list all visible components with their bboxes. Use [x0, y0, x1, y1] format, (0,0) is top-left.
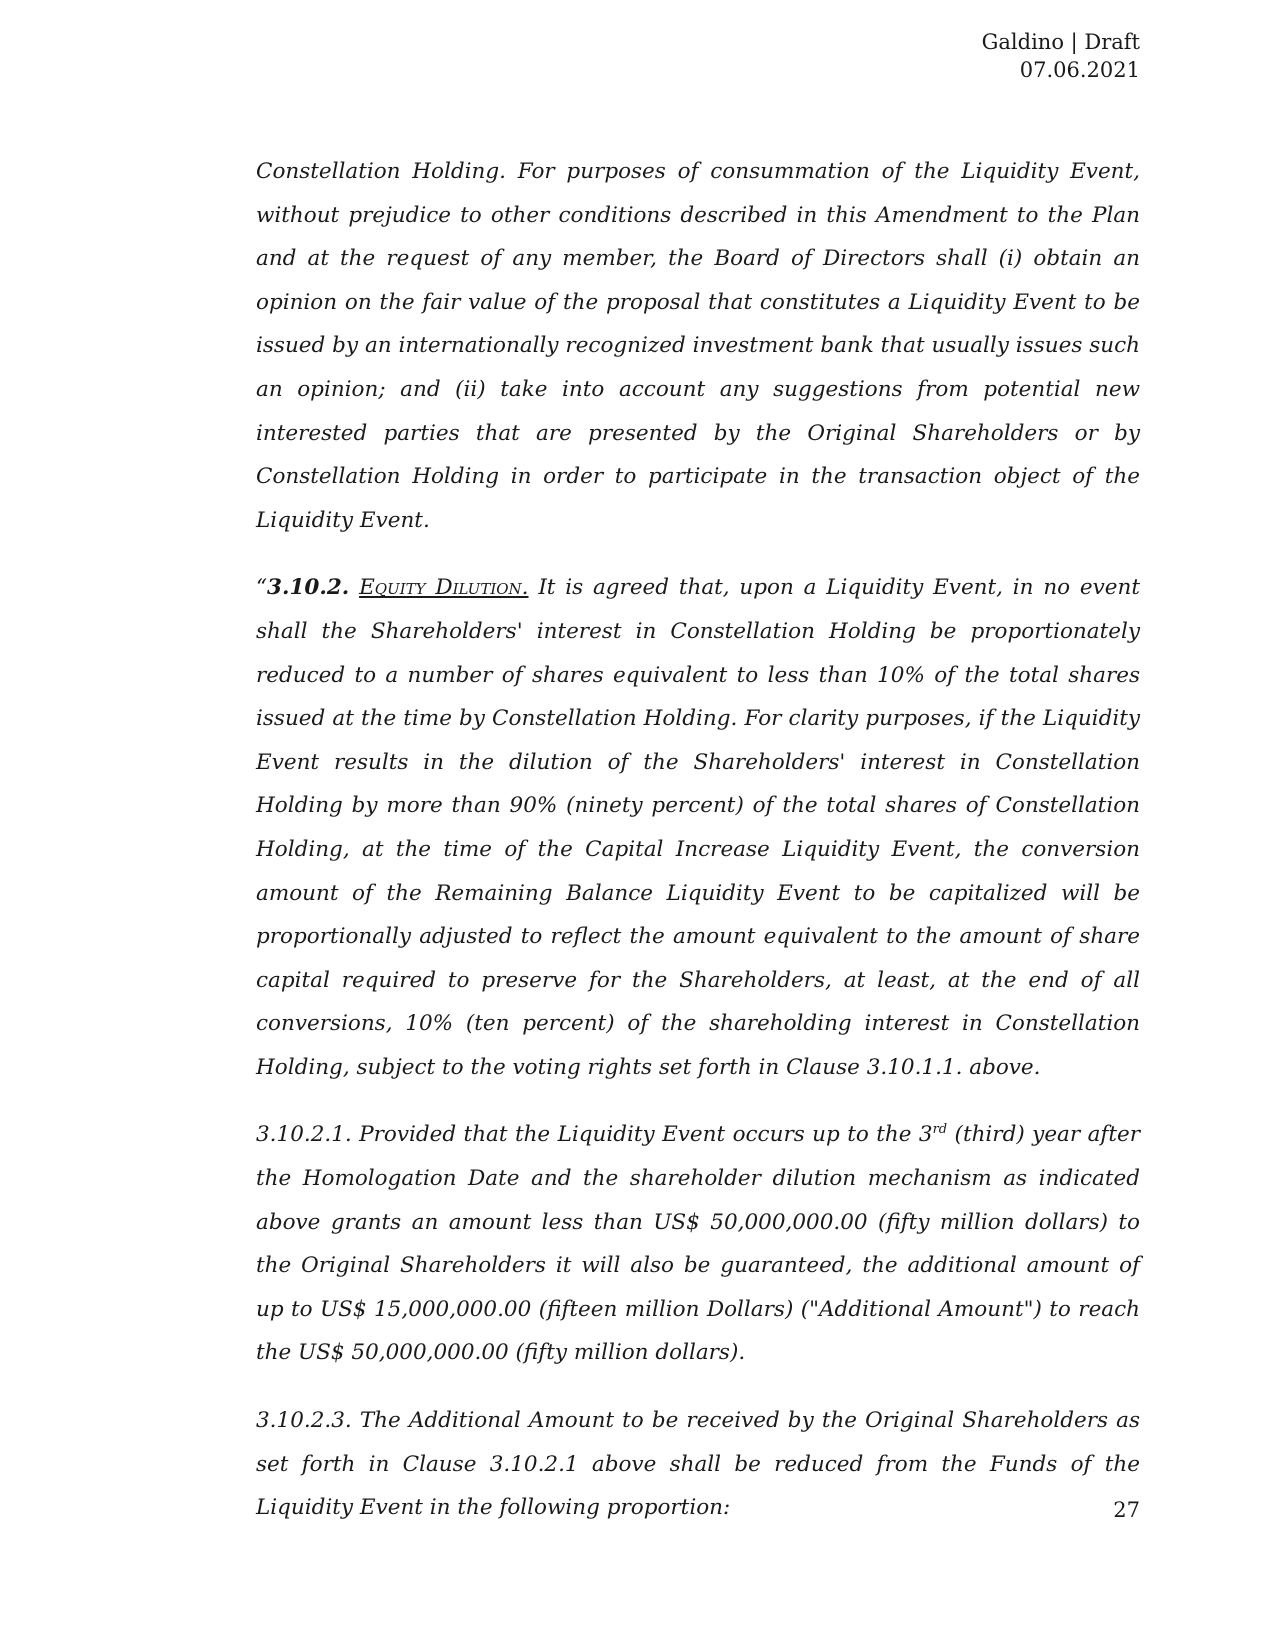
- clause-title: Equity Dilution.: [359, 575, 529, 601]
- paragraph-liquidity-event-continuation: Constellation Holding. For purposes of consummation of the Liquidity Event, without prejudice to other conditions described in this Amendment to the Plan and at the request of any member, the Board of Directors shall (i) obtain an opinion on the fair value of the proposal that constitutes a Liquidity Event to be issued by an internationally recognized investment bank that usually issues such an opinion; and (ii) take into account any suggestions from potential new interested parties that are presented by the Original Shareholders or by Constellation Holding in order to participate in the transaction object of the Liquidity Event.: [256, 159, 1140, 533]
- paragraph-clause-3-10-2: [256, 566, 1140, 1089]
- document-body: [256, 150, 1140, 1554]
- paragraph-clause-3-10-2-3: 3.10.2.3. The Additional Amount to be received by the Original Shareholders as set forth in Clause 3.10.2.1 above shall be reduced from the Funds of the Liquidity Event in the following proportion:: [256, 1408, 1140, 1521]
- ordinal-superscript: rd: [932, 1122, 948, 1138]
- open-quote: “: [256, 575, 267, 601]
- clause-text-part-2: (third) year after the Homologation Date and the shareholder dilution mechanism as indicated above grants an amount less than US$ 50,000,000.00 (fifty million dollars) to the Original Shareholders it will also be guaranteed, the additional amount of up to US$ 15,000,000.00 (fifteen million Dollars) ("Additional Amount") to reach the US$ 50,000,000.00 (fifty million dollars).: [256, 1122, 1140, 1366]
- page-number: 27: [1113, 1498, 1140, 1522]
- header-date: 07.06.2021: [1019, 58, 1140, 82]
- clause-text: It is agreed that, upon a Liquidity Event, in no event shall the Shareholders' interest in Constellation Holding be proportionately reduced to a number of shares equivalent to less than 10% of the total shares issued at the time by Constellation Holding. For clarity purposes, if the Liquidity Event results in the dilution of the Shareholders' interest in Constellation Holding by more than 90% (ninety percent) of the total shares of Constellation Holding, at the time of the Capital Increase Liquidity Event, the conversion amount of the Remaining Balance Liquidity Event to be capitalized will be proportionally adjusted to reflect the amount equivalent to the amount of share capital required to preserve for the Shareholders, at least, at the end of all conversions, 10% (ten percent) of the shareholding interest in Constellation Holding, subject to the voting rights set forth in Clause 3.10.1.1. above.: [256, 575, 1140, 1080]
- page-header: [982, 28, 1140, 84]
- clause-number: 3.10.2.: [267, 575, 350, 601]
- paragraph-clause-3-10-2-1: [256, 1113, 1140, 1375]
- header-document-label: Galdino | Draft: [981, 30, 1140, 54]
- clause-text-part-1: 3.10.2.1. Provided that the Liquidity Event occurs up to the 3: [256, 1122, 933, 1148]
